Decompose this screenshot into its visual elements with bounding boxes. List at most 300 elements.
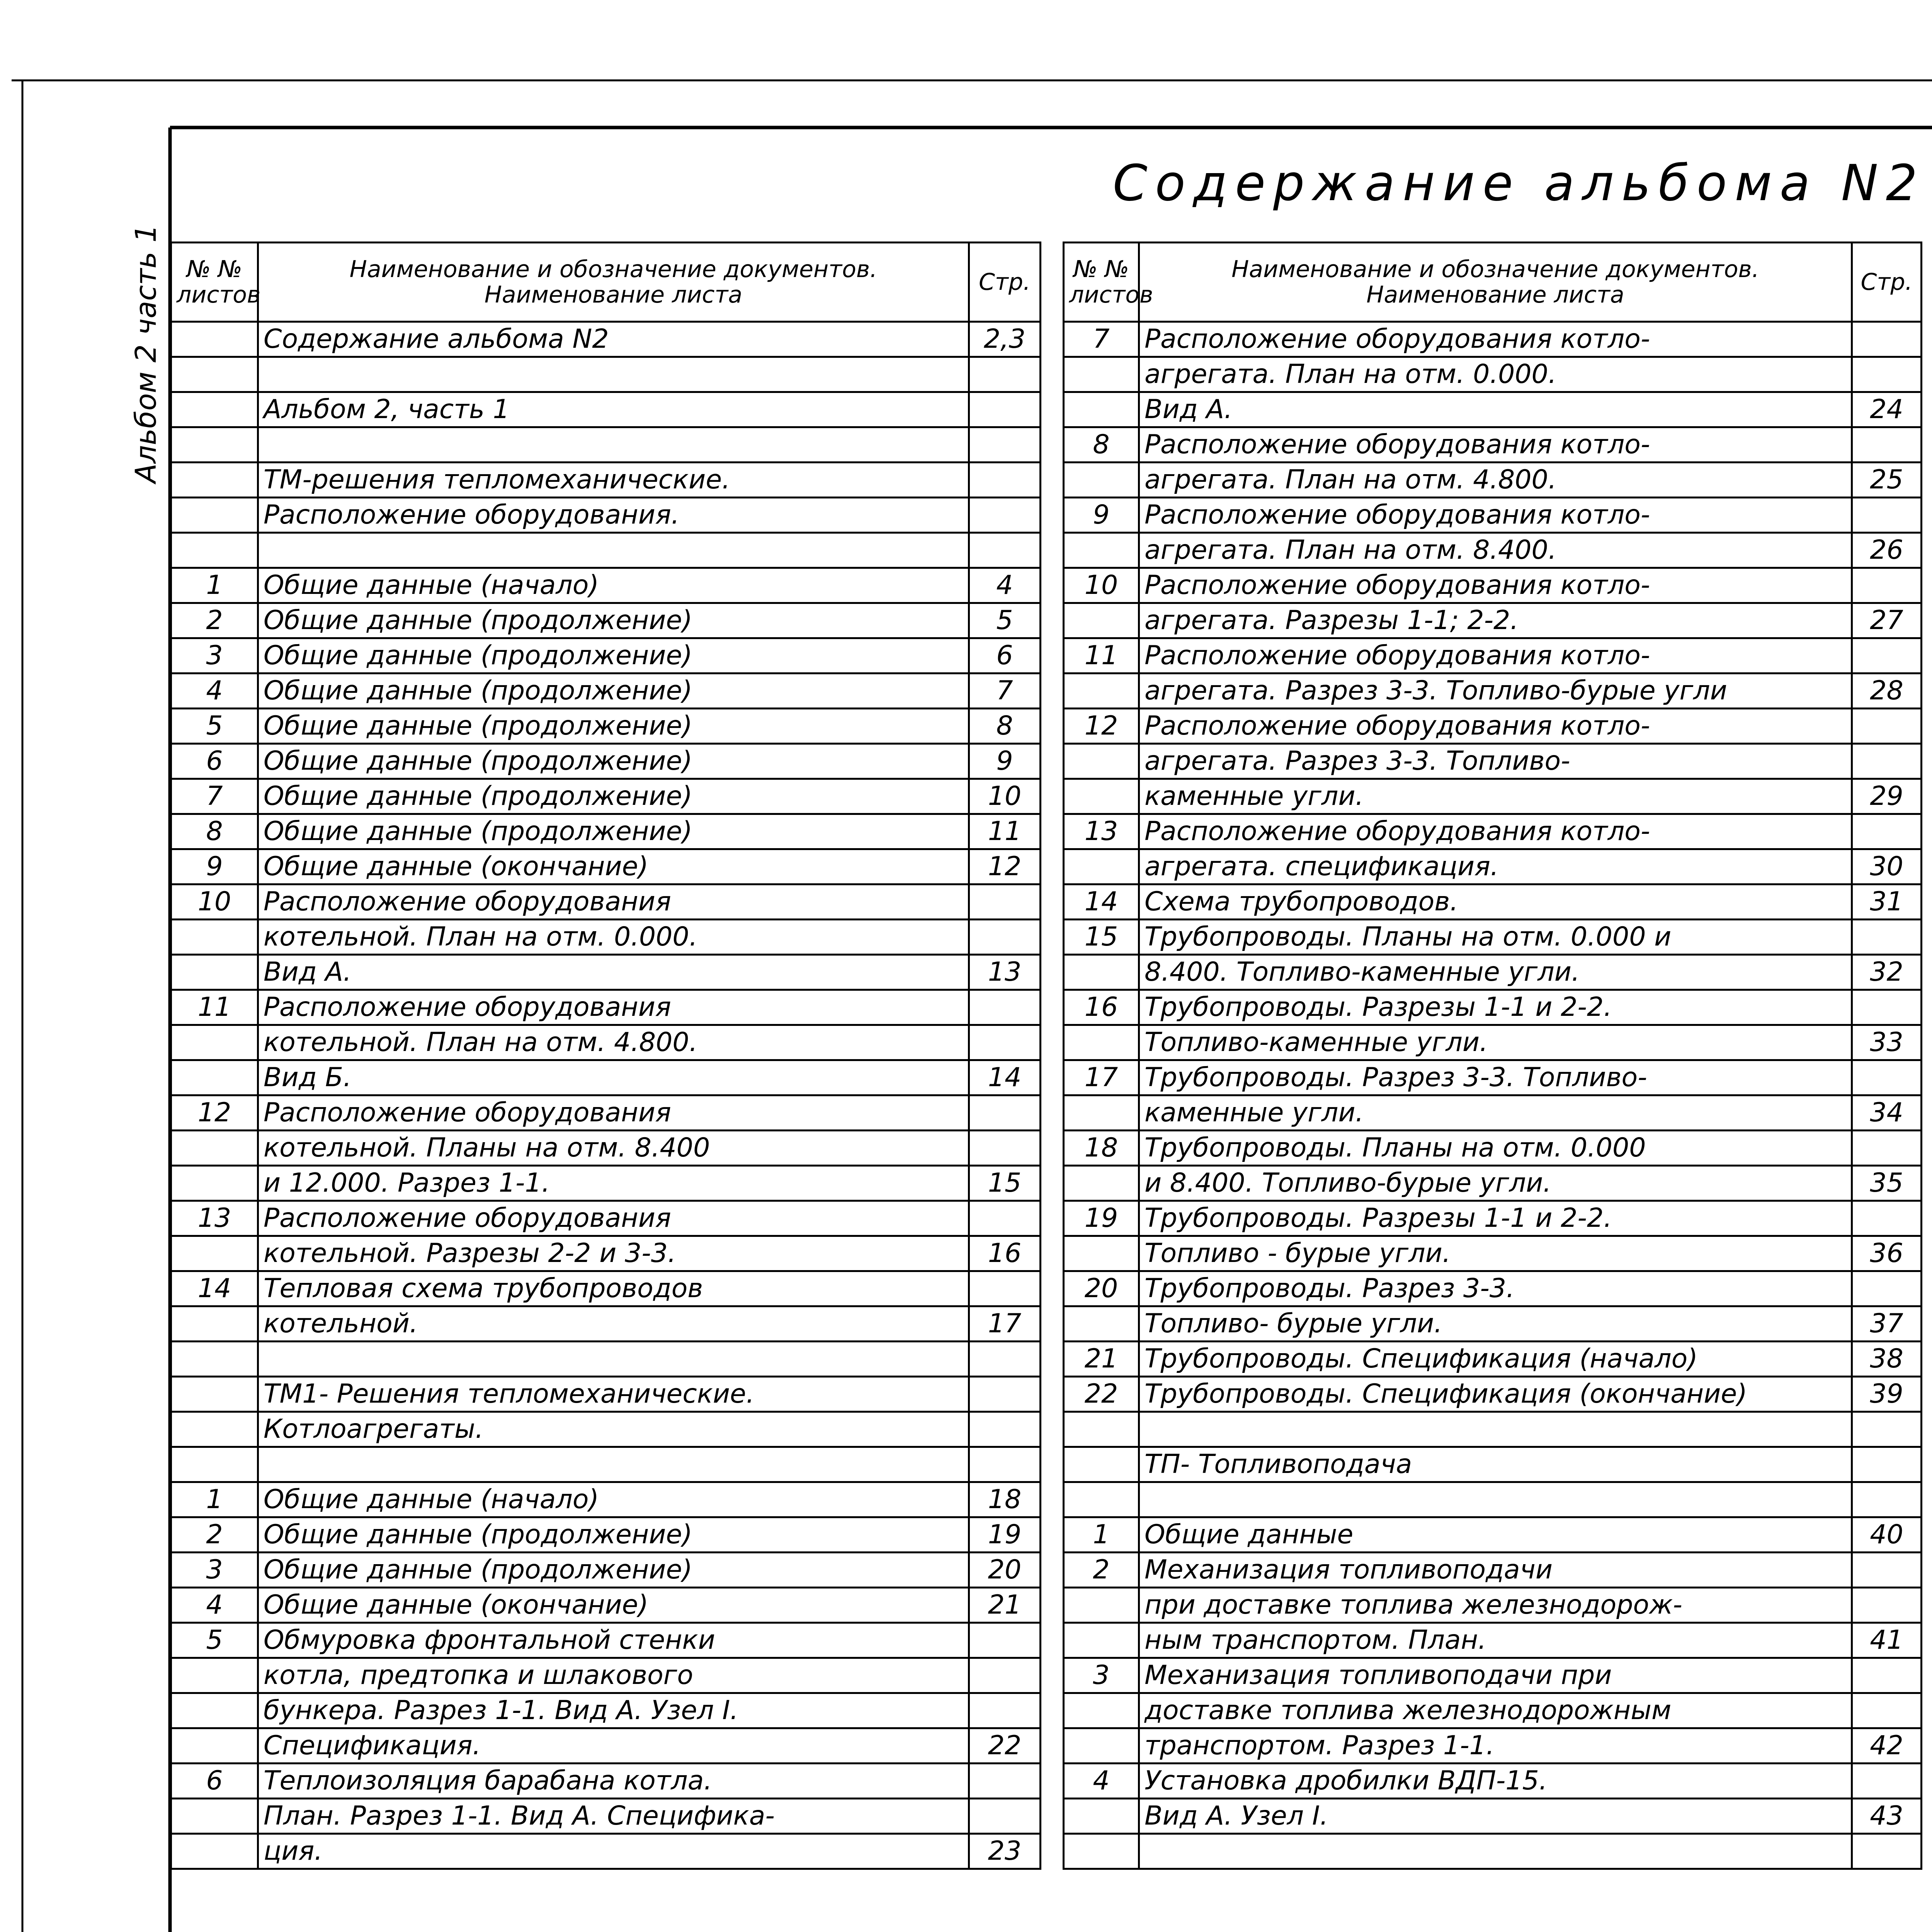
sheet-number: 14 xyxy=(1064,884,1139,920)
document-title: Трубопроводы. Планы на отм. 0.000 xyxy=(1139,1131,1852,1166)
table-row xyxy=(1064,1412,1922,1447)
document-title xyxy=(258,1447,969,1482)
document-title: Расположение оборудования котло- xyxy=(1139,814,1852,849)
table-row xyxy=(171,1447,1041,1482)
page-ref xyxy=(1852,568,1922,603)
document-title: котла, предтопка и шлакового xyxy=(258,1658,969,1693)
table-row xyxy=(1064,849,1922,884)
page-ref: 42 xyxy=(1852,1728,1922,1764)
sheet-number xyxy=(1064,849,1139,884)
table-row xyxy=(1064,1764,1922,1799)
contents-table-2 xyxy=(1063,242,1922,1870)
sheet-number xyxy=(1064,673,1139,709)
table-row xyxy=(171,990,1041,1025)
document-title: агрегата. Разрезы 1-1; 2-2. xyxy=(1139,603,1852,638)
sheet-number xyxy=(1064,1482,1139,1517)
page-ref xyxy=(1852,1201,1922,1236)
page-ref: 24 xyxy=(1852,392,1922,427)
page-ref: 37 xyxy=(1852,1306,1922,1342)
sheet-number: 8 xyxy=(171,814,258,849)
table-row xyxy=(171,1728,1041,1764)
page-ref xyxy=(1852,1588,1922,1623)
table-row xyxy=(171,1131,1041,1166)
sheet-number: 7 xyxy=(1064,322,1139,357)
page-ref xyxy=(969,1799,1041,1834)
sheet-number xyxy=(171,1799,258,1834)
sheet-number xyxy=(171,1025,258,1060)
page-ref: 39 xyxy=(1852,1377,1922,1412)
sheet-number: 13 xyxy=(1064,814,1139,849)
page-ref xyxy=(969,1342,1041,1377)
sheet-number: 8 xyxy=(1064,427,1139,463)
sheet-number xyxy=(171,322,258,357)
document-title: ция. xyxy=(258,1834,969,1869)
sheet-number xyxy=(171,1342,258,1377)
document-title: каменные угли. xyxy=(1139,779,1852,814)
table-row xyxy=(171,1588,1041,1623)
page-ref: 11 xyxy=(969,814,1041,849)
table-row xyxy=(171,463,1041,498)
document-title: агрегата. спецификация. xyxy=(1139,849,1852,884)
document-title: Вид А. xyxy=(1139,392,1852,427)
document-title: ТМ-решения тепломеханические. xyxy=(258,463,969,498)
page-ref xyxy=(1852,1482,1922,1517)
table-row xyxy=(1064,1588,1922,1623)
page-ref xyxy=(969,1201,1041,1236)
document-title: Топливо - бурые угли. xyxy=(1139,1236,1852,1271)
sheet-number xyxy=(1064,603,1139,638)
page-ref xyxy=(969,357,1041,392)
sheet-number: 9 xyxy=(171,849,258,884)
document-title: Трубопроводы. Планы на отм. 0.000 и xyxy=(1139,920,1852,955)
page-ref: 41 xyxy=(1852,1623,1922,1658)
page-ref xyxy=(1852,990,1922,1025)
sheet-number xyxy=(1064,1799,1139,1834)
table-row xyxy=(171,1658,1041,1693)
document-title: Установка дробилки ВДП-15. xyxy=(1139,1764,1852,1799)
name-header: Наименование и обозначение документов. Наименование листа xyxy=(1139,243,1852,322)
page-ref xyxy=(1852,638,1922,673)
sheet-number xyxy=(1064,392,1139,427)
table-row xyxy=(171,1693,1041,1728)
document-title: Вид А. Узел I. xyxy=(1139,1799,1852,1834)
page-ref: 26 xyxy=(1852,533,1922,568)
table-row xyxy=(1064,814,1922,849)
sheet-number: 2 xyxy=(171,603,258,638)
sheet-number xyxy=(171,1236,258,1271)
document-title: Трубопроводы. Разрезы 1-1 и 2-2. xyxy=(1139,990,1852,1025)
document-title: агрегата. План на отм. 4.800. xyxy=(1139,463,1852,498)
document-title: Топливо- бурые угли. xyxy=(1139,1306,1852,1342)
sheet-number xyxy=(171,1131,258,1166)
table-row xyxy=(171,638,1041,673)
sheet-number xyxy=(171,1377,258,1412)
table-row xyxy=(171,392,1041,427)
page-ref: 18 xyxy=(969,1482,1041,1517)
page-ref xyxy=(969,1693,1041,1728)
table-row xyxy=(171,1482,1041,1517)
page-ref: 5 xyxy=(969,603,1041,638)
page-ref xyxy=(969,1095,1041,1131)
page-ref xyxy=(1852,814,1922,849)
sheet-number: 16 xyxy=(1064,990,1139,1025)
document-title: и 12.000. Разрез 1-1. xyxy=(258,1166,969,1201)
page-ref: 19 xyxy=(969,1517,1041,1553)
page-ref: 16 xyxy=(969,1236,1041,1271)
page-ref: 23 xyxy=(969,1834,1041,1869)
document-title: Альбом 2, часть 1 xyxy=(258,392,969,427)
page-ref xyxy=(969,1377,1041,1412)
sheet-number xyxy=(1064,1306,1139,1342)
table-row xyxy=(171,427,1041,463)
sheet-number: 14 xyxy=(171,1271,258,1306)
sheet-number xyxy=(171,1834,258,1869)
table-row xyxy=(171,884,1041,920)
document-title: каменные угли. xyxy=(1139,1095,1852,1131)
page-ref: 12 xyxy=(969,849,1041,884)
table-row xyxy=(1064,990,1922,1025)
sheet-number xyxy=(1064,1236,1139,1271)
page-ref: 36 xyxy=(1852,1236,1922,1271)
page-ref xyxy=(1852,744,1922,779)
sheet-number xyxy=(1064,1834,1139,1869)
num-header: № № листов xyxy=(171,243,258,322)
sheet-number xyxy=(1064,1095,1139,1131)
table-row xyxy=(1064,1482,1922,1517)
page-ref xyxy=(1852,1447,1922,1482)
sheet-number xyxy=(171,1447,258,1482)
document-title: Котлоагрегаты. xyxy=(258,1412,969,1447)
table-row xyxy=(1064,779,1922,814)
document-title: Механизация топливоподачи xyxy=(1139,1553,1852,1588)
sheet-number xyxy=(1064,1025,1139,1060)
table-row xyxy=(1064,1271,1922,1306)
table-row xyxy=(171,673,1041,709)
table-row xyxy=(1064,1201,1922,1236)
sheet-number: 17 xyxy=(1064,1060,1139,1095)
document-title: Трубопроводы. Разрез 3-3. xyxy=(1139,1271,1852,1306)
table-row xyxy=(1064,955,1922,990)
table-row xyxy=(1064,1166,1922,1201)
table-row xyxy=(171,533,1041,568)
page-ref: 29 xyxy=(1852,779,1922,814)
document-title: Общие данные (продолжение) xyxy=(258,603,969,638)
document-title: при доставке топлива железнодорож- xyxy=(1139,1588,1852,1623)
num-header: № № листов xyxy=(1064,243,1139,322)
page-ref xyxy=(1852,1834,1922,1869)
page-ref: 10 xyxy=(969,779,1041,814)
sheet-number: 5 xyxy=(171,709,258,744)
sheet-number xyxy=(171,463,258,498)
page-ref: 43 xyxy=(1852,1799,1922,1834)
document-title: Общие данные (продолжение) xyxy=(258,1553,969,1588)
document-title: Расположение оборудования котло- xyxy=(1139,638,1852,673)
table-row xyxy=(1064,638,1922,673)
page-ref xyxy=(1852,1271,1922,1306)
sheet-number: 12 xyxy=(1064,709,1139,744)
sheet-number: 20 xyxy=(1064,1271,1139,1306)
page-ref xyxy=(1852,357,1922,392)
sheet-number: 4 xyxy=(1064,1764,1139,1799)
document-title: Схема трубопроводов. xyxy=(1139,884,1852,920)
table-row xyxy=(171,322,1041,357)
page-ref: 38 xyxy=(1852,1342,1922,1377)
table-row xyxy=(171,1236,1041,1271)
sheet-number: 19 xyxy=(1064,1201,1139,1236)
page-ref xyxy=(969,392,1041,427)
table-row xyxy=(1064,1834,1922,1869)
page-ref xyxy=(969,1658,1041,1693)
sheet-number: 22 xyxy=(1064,1377,1139,1412)
document-title: Теплоизоляция барабана котла. xyxy=(258,1764,969,1799)
document-title: Расположение оборудования xyxy=(258,990,969,1025)
page-ref: 6 xyxy=(969,638,1041,673)
table-row xyxy=(1064,1447,1922,1482)
page-ref xyxy=(969,1764,1041,1799)
document-title: Расположение оборудования котло- xyxy=(1139,498,1852,533)
sheet-number xyxy=(171,1166,258,1201)
table-row xyxy=(171,849,1041,884)
sheet-number xyxy=(1064,463,1139,498)
sheet-number: 21 xyxy=(1064,1342,1139,1377)
table-row xyxy=(1064,920,1922,955)
page-ref xyxy=(969,1412,1041,1447)
table-row xyxy=(1064,498,1922,533)
page-ref xyxy=(1852,498,1922,533)
table-row xyxy=(171,709,1041,744)
sheet-number xyxy=(1064,357,1139,392)
sheet-number: 11 xyxy=(1064,638,1139,673)
page-ref: 21 xyxy=(969,1588,1041,1623)
page-ref xyxy=(969,1623,1041,1658)
page-ref xyxy=(1852,920,1922,955)
sheet-number xyxy=(1064,1166,1139,1201)
table-row xyxy=(1064,1799,1922,1834)
page-ref: 32 xyxy=(1852,955,1922,990)
document-title: доставке топлива железнодорожным xyxy=(1139,1693,1852,1728)
document-title xyxy=(258,1342,969,1377)
table-row xyxy=(1064,603,1922,638)
page-ref: 22 xyxy=(969,1728,1041,1764)
document-title: котельной. Разрезы 2-2 и 3-3. xyxy=(258,1236,969,1271)
sheet-number: 4 xyxy=(171,673,258,709)
document-title: и 8.400. Топливо-бурые угли. xyxy=(1139,1166,1852,1201)
page-title: Содержание альбома N2 xyxy=(1113,155,1925,212)
page-ref xyxy=(1852,1060,1922,1095)
table-row xyxy=(171,1271,1041,1306)
page-header: Стр. xyxy=(1852,243,1922,322)
table-row xyxy=(1064,1060,1922,1095)
sheet-number: 6 xyxy=(171,744,258,779)
sheet-number: 6 xyxy=(171,1764,258,1799)
page-ref xyxy=(1852,427,1922,463)
page-ref: 9 xyxy=(969,744,1041,779)
document-title: Общие данные (продолжение) xyxy=(258,673,969,709)
document-title: ным транспортом. План. xyxy=(1139,1623,1852,1658)
page-ref: 35 xyxy=(1852,1166,1922,1201)
page-ref: 20 xyxy=(969,1553,1041,1588)
document-title: котельной. План на отм. 4.800. xyxy=(258,1025,969,1060)
document-title xyxy=(258,427,969,463)
page-ref: 25 xyxy=(1852,463,1922,498)
page-ref xyxy=(1852,1693,1922,1728)
page-ref: 13 xyxy=(969,955,1041,990)
table-row xyxy=(171,1553,1041,1588)
document-title: агрегата. План на отм. 8.400. xyxy=(1139,533,1852,568)
table-row xyxy=(171,357,1041,392)
page-ref: 30 xyxy=(1852,849,1922,884)
page-ref: 40 xyxy=(1852,1517,1922,1553)
sheet-number xyxy=(171,357,258,392)
table-row xyxy=(1064,1658,1922,1693)
page-ref: 17 xyxy=(969,1306,1041,1342)
table-row xyxy=(171,955,1041,990)
table-row xyxy=(1064,1623,1922,1658)
table-row xyxy=(171,744,1041,779)
table-row xyxy=(171,1799,1041,1834)
page-ref xyxy=(969,1025,1041,1060)
table-row xyxy=(1064,709,1922,744)
table-row xyxy=(171,920,1041,955)
page-ref: 33 xyxy=(1852,1025,1922,1060)
table-row xyxy=(171,779,1041,814)
sheet-number xyxy=(171,498,258,533)
table-row xyxy=(1064,1342,1922,1377)
table-row xyxy=(1064,322,1922,357)
table-row xyxy=(171,1764,1041,1799)
sheet-number xyxy=(1064,1588,1139,1623)
document-title: Расположение оборудования котло- xyxy=(1139,427,1852,463)
document-title: Трубопроводы. Спецификация (окончание) xyxy=(1139,1377,1852,1412)
table-row xyxy=(171,1095,1041,1131)
table-row xyxy=(1064,1236,1922,1271)
sheet-number: 15 xyxy=(1064,920,1139,955)
page-header: Стр. xyxy=(969,243,1041,322)
sheet-number: 7 xyxy=(171,779,258,814)
sheet-number xyxy=(1064,533,1139,568)
sheet-number: 2 xyxy=(171,1517,258,1553)
table-row xyxy=(1064,1095,1922,1131)
page-ref: 8 xyxy=(969,709,1041,744)
sheet-number xyxy=(171,920,258,955)
sheet-number: 12 xyxy=(171,1095,258,1131)
sheet-number xyxy=(1064,744,1139,779)
document-title: ТМ1- Решения тепломеханические. xyxy=(258,1377,969,1412)
document-title: Трубопроводы. Спецификация (начало) xyxy=(1139,1342,1852,1377)
document-title: Расположение оборудования котло- xyxy=(1139,322,1852,357)
sheet-number xyxy=(171,1693,258,1728)
table-row xyxy=(1064,1517,1922,1553)
table-row xyxy=(171,603,1041,638)
table-row xyxy=(1064,1693,1922,1728)
document-title: Вид А. xyxy=(258,955,969,990)
page-ref xyxy=(969,1447,1041,1482)
document-title: Общие данные (продолжение) xyxy=(258,638,969,673)
sheet-number: 1 xyxy=(171,1482,258,1517)
sheet-number: 10 xyxy=(171,884,258,920)
sheet-number: 10 xyxy=(1064,568,1139,603)
table-row xyxy=(171,1377,1041,1412)
sheet-number xyxy=(171,427,258,463)
page-ref xyxy=(1852,1658,1922,1693)
document-title: Расположение оборудования котло- xyxy=(1139,709,1852,744)
table-row xyxy=(171,498,1041,533)
sheet-number: 1 xyxy=(1064,1517,1139,1553)
document-title xyxy=(258,533,969,568)
page-ref: 34 xyxy=(1852,1095,1922,1131)
table-row xyxy=(1064,463,1922,498)
page-ref xyxy=(1852,1131,1922,1166)
page-ref: 31 xyxy=(1852,884,1922,920)
table-row xyxy=(1064,1728,1922,1764)
table-row xyxy=(1064,533,1922,568)
document-title: Расположение оборудования котло- xyxy=(1139,568,1852,603)
side-label: Альбом 2 часть 1 xyxy=(129,224,163,483)
document-title: Тепловая схема трубопроводов xyxy=(258,1271,969,1306)
document-title: Общие данные (продолжение) xyxy=(258,779,969,814)
document-title xyxy=(1139,1412,1852,1447)
page-ref xyxy=(969,920,1041,955)
sheet-number xyxy=(171,1060,258,1095)
page-ref xyxy=(1852,709,1922,744)
page-ref: 27 xyxy=(1852,603,1922,638)
page-ref: 15 xyxy=(969,1166,1041,1201)
document-title: агрегата. План на отм. 0.000. xyxy=(1139,357,1852,392)
document-title: План. Разрез 1-1. Вид А. Специфика- xyxy=(258,1799,969,1834)
table-row xyxy=(1064,392,1922,427)
document-title: Вид Б. xyxy=(258,1060,969,1095)
sheet-number: 13 xyxy=(171,1201,258,1236)
sheet-number xyxy=(171,1658,258,1693)
sheet-number xyxy=(171,533,258,568)
contents-table-1 xyxy=(170,242,1041,1870)
document-title: Общие данные (начало) xyxy=(258,1482,969,1517)
document-title: котельной. Планы на отм. 8.400 xyxy=(258,1131,969,1166)
table-row xyxy=(171,1201,1041,1236)
sheet-number: 2 xyxy=(1064,1553,1139,1588)
table-row xyxy=(1064,357,1922,392)
table-row xyxy=(1064,568,1922,603)
table-row xyxy=(171,1517,1041,1553)
document-title xyxy=(258,357,969,392)
table-row xyxy=(1064,1131,1922,1166)
page-ref xyxy=(969,463,1041,498)
table-row xyxy=(171,814,1041,849)
table-row xyxy=(1064,1306,1922,1342)
document-title: Общие данные xyxy=(1139,1517,1852,1553)
table-row xyxy=(171,1342,1041,1377)
page-ref xyxy=(969,990,1041,1025)
document-title xyxy=(1139,1482,1852,1517)
document-title: Спецификация. xyxy=(258,1728,969,1764)
sheet-number xyxy=(171,392,258,427)
document-title: котельной. План на отм. 0.000. xyxy=(258,920,969,955)
page-ref: 2,3 xyxy=(969,322,1041,357)
table-row xyxy=(171,1834,1041,1869)
document-title: Общие данные (окончание) xyxy=(258,849,969,884)
table-row xyxy=(1064,884,1922,920)
sheet-number: 9 xyxy=(1064,498,1139,533)
document-title: Расположение оборудования xyxy=(258,884,969,920)
table-row xyxy=(1064,744,1922,779)
sheet-number xyxy=(171,955,258,990)
table-row xyxy=(171,568,1041,603)
page-ref xyxy=(969,884,1041,920)
table-row xyxy=(1064,1025,1922,1060)
sheet-number: 3 xyxy=(171,1553,258,1588)
table-row xyxy=(1064,1377,1922,1412)
page-ref xyxy=(969,1131,1041,1166)
